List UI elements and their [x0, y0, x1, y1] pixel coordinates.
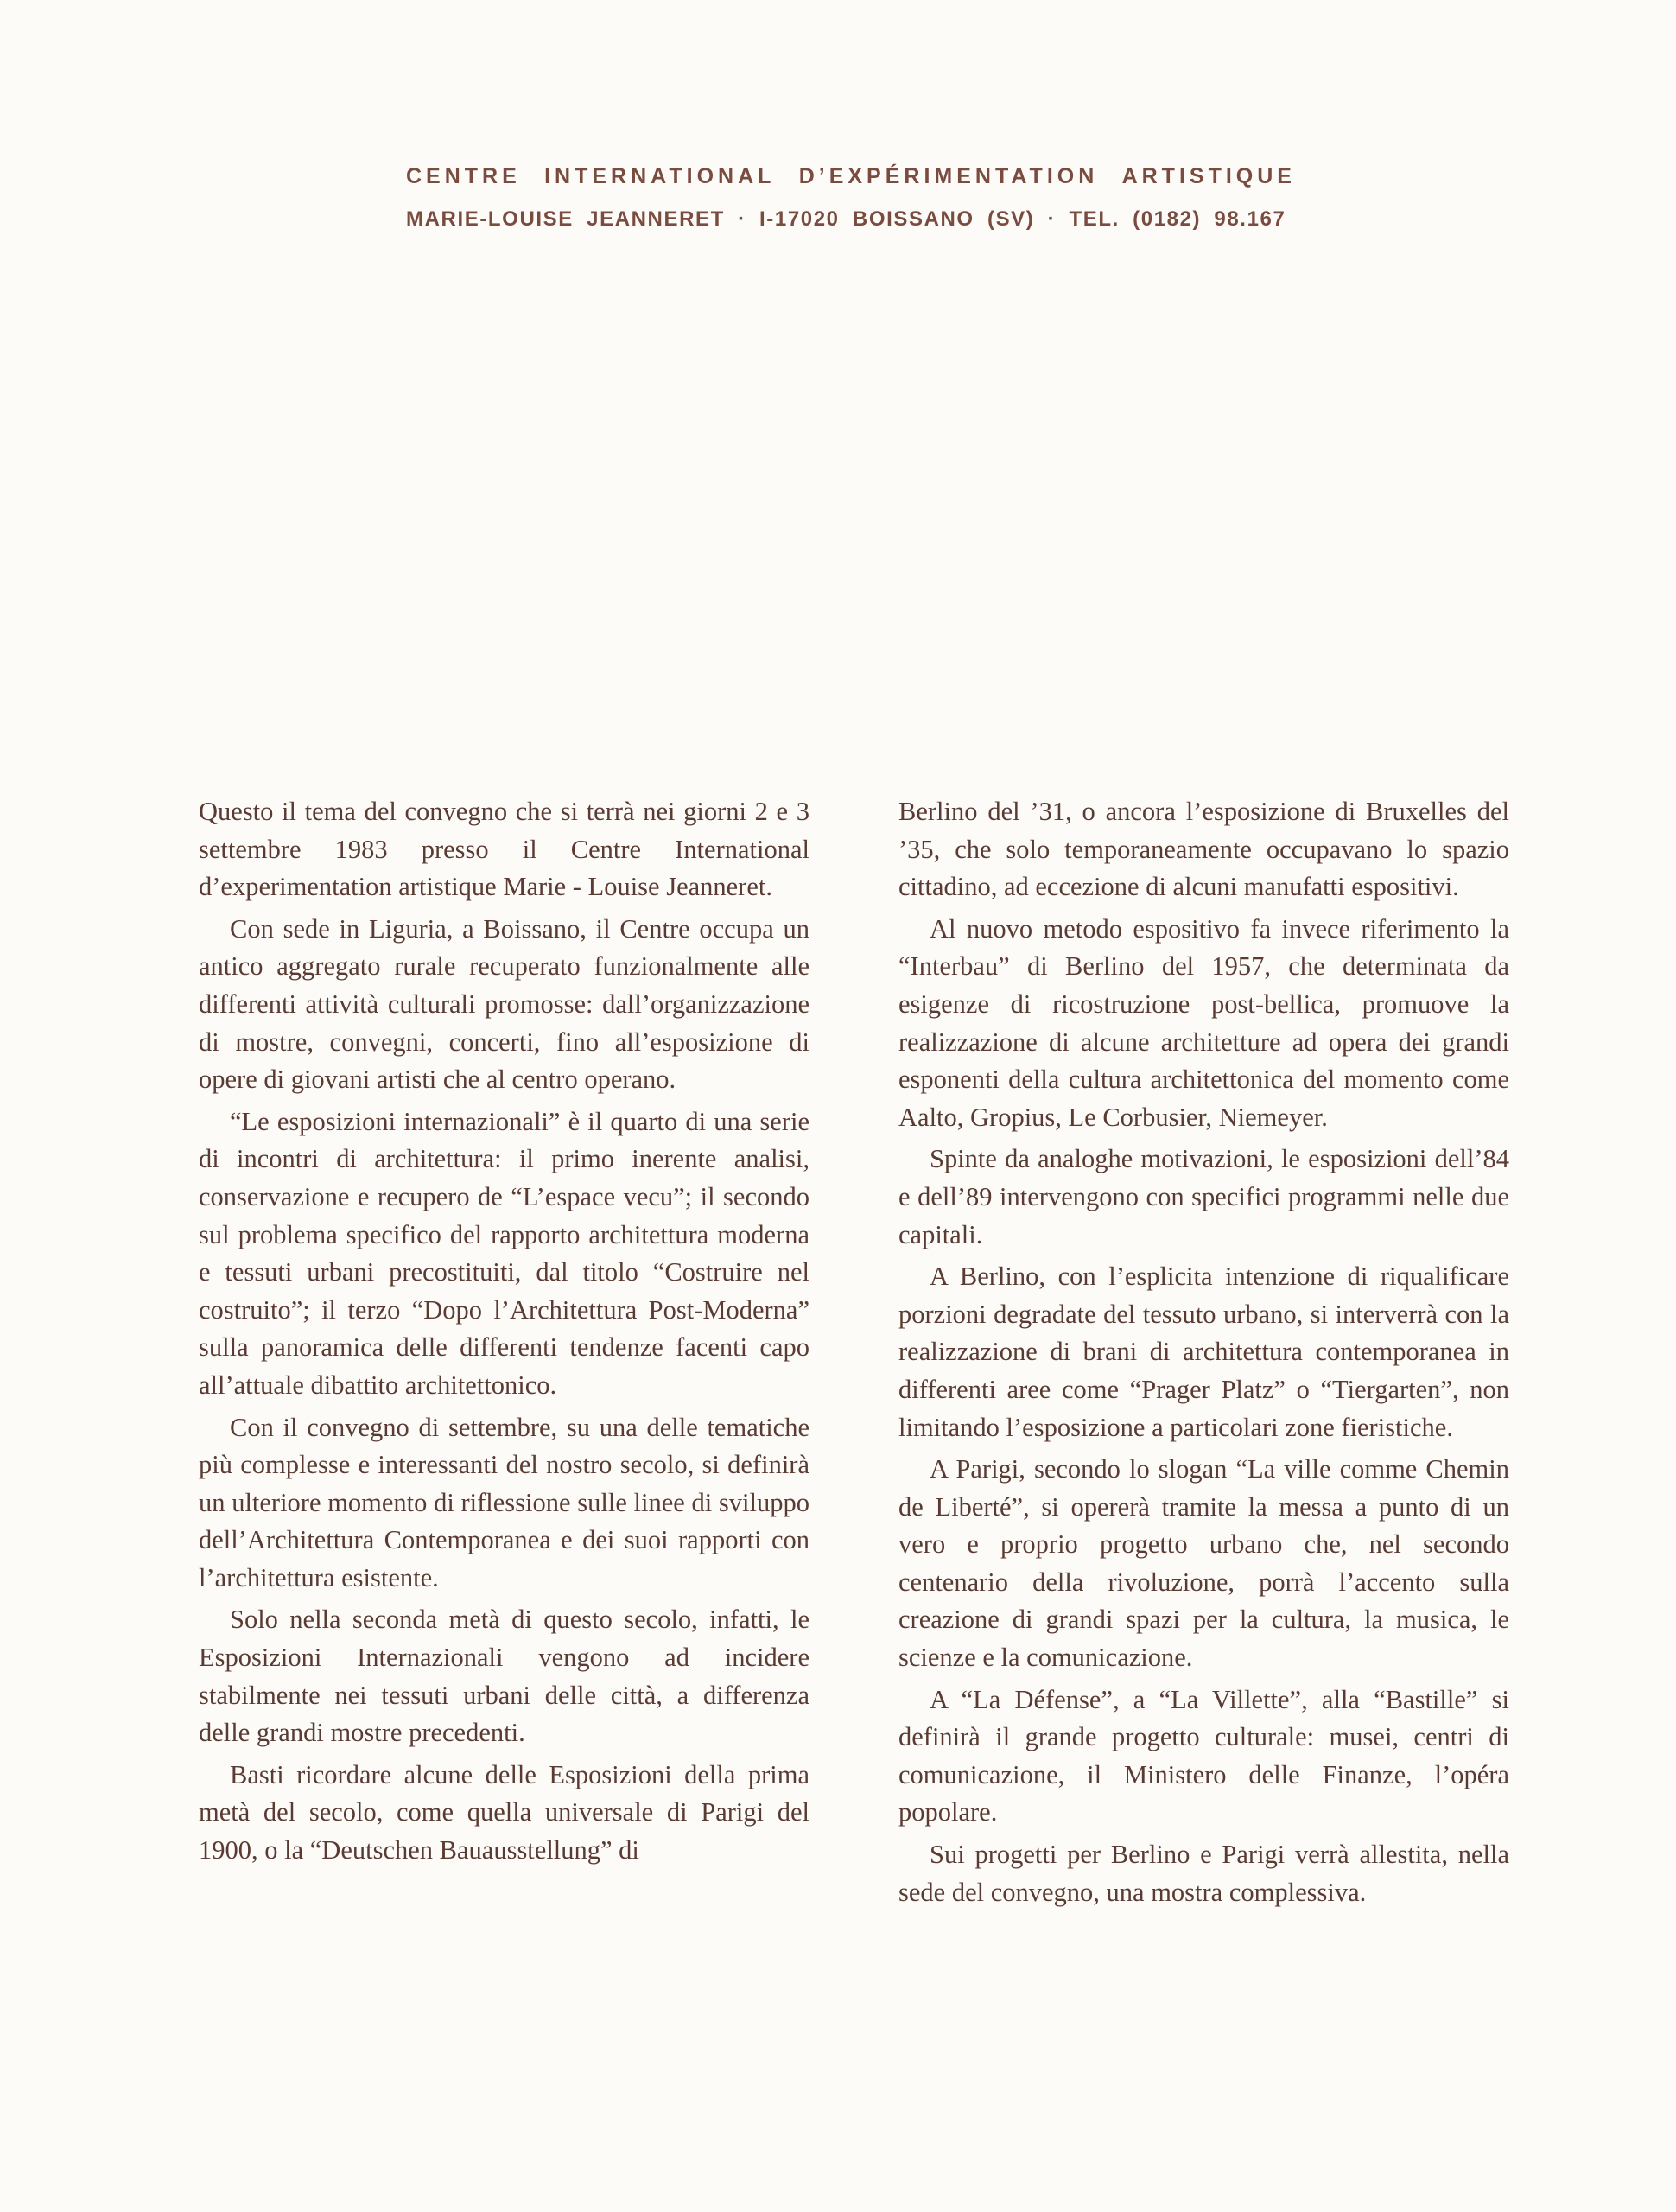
paragraph: Con il convegno di settembre, su una delle tematiche più complesse e interessanti del nostro secolo, si definirà un ulteriore momento di riflessione sulle linee di sviluppo dell’Architettura Contemporanea e dei suoi rapporti con l’architettura esistente. [199, 1412, 809, 1592]
letterhead-word: ARTISTIQUE [1121, 164, 1296, 188]
paragraph: A Parigi, secondo lo slogan “La ville comme Chemin de Liberté”, si opererà tramite la messa a punto di un vero e proprio progetto urbano che, nel secondo centenario della rivoluzione, porrà l’accento sulla creazione di grandi spazi per la cultura, la musica, le scienze e la comunicazione. [898, 1454, 1509, 1673]
paragraph: A “La Défense”, a “La Villette”, alla “Bastille” si definirà il grande progetto culturale: musei, centri di comunicazione, il Ministero delle Finanze, l’opéra popolare. [898, 1684, 1509, 1827]
letterhead [406, 159, 1296, 237]
letterhead-address: MARIE-LOUISE JEANNERET · I-17020 BOISSANO (SV) · TEL. (0182) 98.167 [406, 207, 1286, 231]
paragraph: Basti ricordare alcune delle Esposizioni della prima metà del secolo, come quella universale di Parigi del 1900, o la “Deutschen Bauausstellung” di [199, 1759, 809, 1866]
paragraph: Berlino del ’31, o ancora l’esposizione di Bruxelles del ’35, che solo temporaneamente occupavano lo spazio cittadino, ad eccezione di alcuni manufatti espositivi. [898, 797, 1509, 902]
paragraph: Solo nella seconda metà di questo secolo, infatti, le Esposizioni Internazionali vengono ad incidere stabilmente nei tessuti urbani delle città, a differenza delle grandi mostre precedenti. [199, 1605, 809, 1748]
letterhead-word: INTERNATIONAL [544, 164, 776, 188]
body-column-right [898, 793, 1509, 1911]
paragraph: Questo il tema del convegno che si terrà nei giorni 2 e 3 settembre 1983 presso il Centre International d’experimentation artistique Marie - Louise Jeanneret. [199, 797, 809, 902]
paragraph: “Le esposizioni internazionali” è il quarto di una serie di incontri di architettura: il primo inerente analisi, conservazione e recupero de “L’espace vecu”; il secondo sul problema specifico del rapporto architettura moderna e tessuti urbani precostituiti, dal titolo “Costruire nel costruito”; il terzo “Dopo l’Architettura Post-Moderna” sulla panoramica delle differenti tendenze facenti capo all’attuale dibattito architettonico. [199, 1106, 809, 1400]
paragraph: Spinte da analoghe motivazioni, le esposizioni dell’84 e dell’89 intervengono con specifici programmi nelle due capitali. [898, 1144, 1509, 1249]
letterhead-word: D’EXPÉRIMENTATION [798, 164, 1099, 188]
body-column-left [199, 793, 809, 1870]
paragraph: Con sede in Liguria, a Boissano, il Centre occupa un antico aggregato rurale recuperato funzionalmente alle differenti attività culturali promosse: dall’organizzazione di mostre, convegni, concerti, fino all’esposizione di opere di giovani artisti che al centro operano. [199, 913, 809, 1095]
paragraph: A Berlino, con l’esplicita intenzione di riqualificare porzioni degradate del tessuto urbano, si interverrà con la realizzazione di brani di architettura contemporanea in differenti aree come “Prager Platz” o “Tiergarten”, non limitando l’esposizione a particolari zone fieristiche. [898, 1262, 1509, 1442]
letterhead-title [406, 159, 1296, 194]
letterhead-word: CENTRE [406, 164, 521, 188]
paragraph: Sui progetti per Berlino e Parigi verrà allestita, nella sede del convegno, una mostra complessiva. [898, 1840, 1509, 1907]
paragraph: Al nuovo metodo espositivo fa invece riferimento la “Interbau” di Berlino del 1957, che determinata da esigenze di ricostruzione post-bellica, promuove la realizzazione di alcune architetture ad opera dei grandi esponenti della cultura architettonica del momento come Aalto, Gropius, Le Corbusier, Niemeyer. [898, 913, 1509, 1132]
